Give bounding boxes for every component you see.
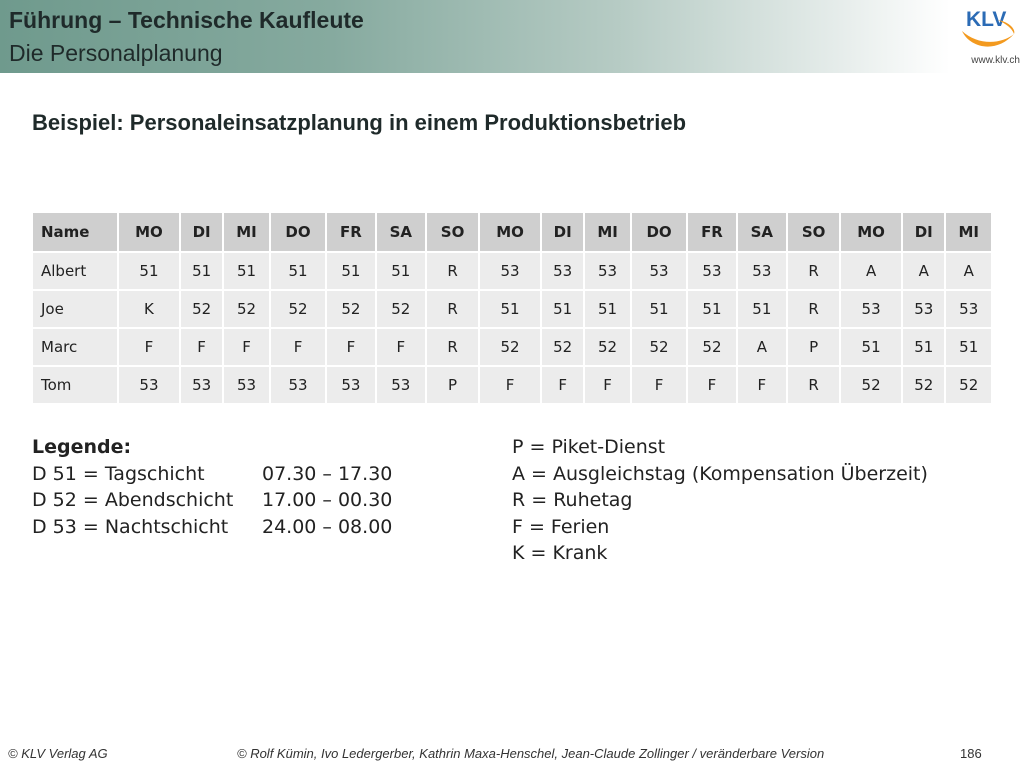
shift-cell: 51 xyxy=(327,251,374,289)
legend-code-item: R = Ruhetag xyxy=(512,489,633,511)
employee-name-cell: Tom xyxy=(33,365,117,403)
column-header-day: MO xyxy=(480,213,540,251)
legend-code-item: F = Ferien xyxy=(512,515,610,538)
shift-cell: 51 xyxy=(480,289,540,327)
table-row xyxy=(33,289,991,327)
shift-cell: 52 xyxy=(585,327,629,365)
shift-cell: F xyxy=(632,365,687,403)
shift-cell: 53 xyxy=(688,251,735,289)
legend-shift-row xyxy=(32,487,392,514)
column-header-day: DO xyxy=(632,213,687,251)
shift-cell: 51 xyxy=(119,251,179,289)
employee-name-cell: Marc xyxy=(33,327,117,365)
shift-cell: R xyxy=(427,289,478,327)
shift-cell: F xyxy=(327,327,374,365)
shift-cell: 51 xyxy=(271,251,326,289)
legend-code-item: P = Piket-Dienst xyxy=(512,436,666,458)
shift-cell: A xyxy=(946,251,991,289)
shift-cell: 51 xyxy=(377,251,426,289)
logo-text: KLV xyxy=(966,8,1007,31)
header-subtitle: Die Personalplanung xyxy=(9,40,223,66)
shift-cell: 51 xyxy=(542,289,583,327)
slide-title: Beispiel: Personaleinsatzplanung in einem Produktionsbetrieb xyxy=(32,110,687,135)
shift-cell: R xyxy=(788,251,839,289)
shift-cell: 52 xyxy=(181,289,222,327)
shift-cell: F xyxy=(688,365,735,403)
shift-cell: 51 xyxy=(738,289,787,327)
shift-cell: 51 xyxy=(224,251,268,289)
shift-cell: R xyxy=(788,365,839,403)
schedule-table xyxy=(31,213,993,403)
column-header-day: MI xyxy=(585,213,629,251)
shift-cell: 52 xyxy=(542,327,583,365)
shift-cell: 53 xyxy=(327,365,374,403)
shift-cell: 53 xyxy=(224,365,268,403)
shift-cell: 52 xyxy=(688,327,735,365)
shift-cell: A xyxy=(841,251,901,289)
footer-authors: © Rolf Kümin, Ivo Ledergerber, Kathrin Maxa-Henschel, Jean-Claude Zollinger / veränderbare Version xyxy=(237,746,825,761)
column-header-day: DI xyxy=(181,213,222,251)
header-title: Führung – Technische Kaufleute xyxy=(9,7,364,33)
shift-cell: F xyxy=(119,327,179,365)
shift-cell: 51 xyxy=(181,251,222,289)
shift-code: D 51 = Tagschicht xyxy=(32,462,205,485)
shift-cell: 52 xyxy=(377,289,426,327)
shift-cell: 53 xyxy=(903,289,944,327)
shift-cell: 53 xyxy=(585,251,629,289)
column-header-day: FR xyxy=(688,213,735,251)
shift-cell: 52 xyxy=(224,289,268,327)
legend-code-item: K = Krank xyxy=(512,542,608,564)
shift-code: D 52 = Abendschicht xyxy=(32,489,234,511)
shift-cell: F xyxy=(271,327,326,365)
shift-cell: 52 xyxy=(946,365,991,403)
shift-cell: 53 xyxy=(841,289,901,327)
shift-cell: 52 xyxy=(903,365,944,403)
klv-logo xyxy=(958,4,1020,54)
column-header-day: SA xyxy=(377,213,426,251)
shift-cell: R xyxy=(788,289,839,327)
shift-cell: 52 xyxy=(841,365,901,403)
legend-shift-row xyxy=(32,514,392,541)
column-header-day: SO xyxy=(788,213,839,251)
column-header-day: DI xyxy=(903,213,944,251)
column-header-day: SO xyxy=(427,213,478,251)
column-header-name: Name xyxy=(33,213,117,251)
shift-cell: 51 xyxy=(632,289,687,327)
shift-time: 17.00 – 00.30 xyxy=(262,489,393,511)
shift-cell: F xyxy=(480,365,540,403)
column-header-day: DO xyxy=(271,213,326,251)
shift-cell: 53 xyxy=(738,251,787,289)
shift-cell: F xyxy=(377,327,426,365)
shift-cell: 51 xyxy=(688,289,735,327)
page-number: 186 xyxy=(960,746,982,761)
shift-cell: 52 xyxy=(480,327,540,365)
shift-cell: 53 xyxy=(119,365,179,403)
shift-cell: 53 xyxy=(271,365,326,403)
shift-cell: 53 xyxy=(946,289,991,327)
shift-cell: 51 xyxy=(946,327,991,365)
table-row xyxy=(33,251,991,289)
shift-cell: F xyxy=(738,365,787,403)
column-header-day: MO xyxy=(119,213,179,251)
table-body xyxy=(33,251,991,403)
column-header-day: FR xyxy=(327,213,374,251)
shift-cell: F xyxy=(585,365,629,403)
column-header-day: DI xyxy=(542,213,583,251)
legend-code-item: A = Ausgleichstag (Kompensation Überzeit) xyxy=(512,462,928,485)
column-header-day: SA xyxy=(738,213,787,251)
shift-cell: R xyxy=(427,327,478,365)
shift-cell: 53 xyxy=(632,251,687,289)
shift-cell: F xyxy=(224,327,268,365)
legend-codes xyxy=(512,434,928,567)
shift-cell: 51 xyxy=(585,289,629,327)
shift-cell: 52 xyxy=(327,289,374,327)
shift-cell: 53 xyxy=(542,251,583,289)
legend-shifts xyxy=(32,434,392,540)
column-header-day: MO xyxy=(841,213,901,251)
employee-name-cell: Albert xyxy=(33,251,117,289)
shift-cell: R xyxy=(427,251,478,289)
logo-url: www.klv.ch xyxy=(971,55,1020,66)
shift-cell: F xyxy=(181,327,222,365)
shift-cell: K xyxy=(119,289,179,327)
legend-title: Legende: xyxy=(32,436,132,458)
shift-cell: 52 xyxy=(271,289,326,327)
legend-shift-row xyxy=(32,461,392,488)
shift-code: D 53 = Nachtschicht xyxy=(32,515,229,538)
shift-cell: A xyxy=(903,251,944,289)
shift-cell: F xyxy=(542,365,583,403)
shift-cell: 53 xyxy=(480,251,540,289)
shift-cell: 51 xyxy=(841,327,901,365)
shift-cell: 52 xyxy=(632,327,687,365)
employee-name-cell: Joe xyxy=(33,289,117,327)
shift-time: 24.00 – 08.00 xyxy=(262,515,393,538)
shift-cell: 51 xyxy=(903,327,944,365)
column-header-day: MI xyxy=(224,213,268,251)
shift-cell: P xyxy=(427,365,478,403)
table-row xyxy=(33,365,991,403)
shift-cell: P xyxy=(788,327,839,365)
shift-cell: 53 xyxy=(377,365,426,403)
shift-cell: 53 xyxy=(181,365,222,403)
shift-cell: A xyxy=(738,327,787,365)
shift-time: 07.30 – 17.30 xyxy=(262,462,393,485)
table-row xyxy=(33,327,991,365)
column-header-day: MI xyxy=(946,213,991,251)
footer-publisher: © KLV Verlag AG xyxy=(8,746,108,761)
table-header-row xyxy=(33,213,991,251)
